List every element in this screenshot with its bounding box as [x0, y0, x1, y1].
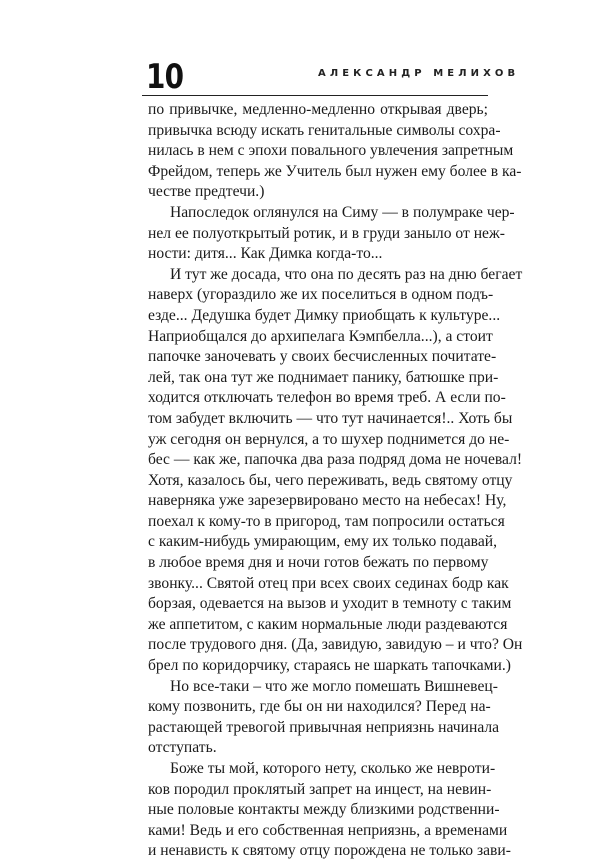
text-line: езде... Дедушка будет Димку приобщать к культуре...: [148, 306, 501, 324]
text-line: в любое время дня и ночи готов бежать по первому: [148, 554, 489, 572]
text-line: ходится отключать телефон во время треб. А если по-: [148, 389, 506, 407]
text-line: наверняка уже зарезервировано место на небесах! Ну,: [148, 492, 507, 510]
text-line: кому позвонить, где бы он ни находился? Перед на-: [148, 698, 491, 716]
text-line: ности: дитя... Как Димка когда-то...: [148, 245, 383, 263]
text-line: ками! Ведь и его собственная неприязнь, а временами: [148, 821, 508, 839]
text-line: Фрейдом, теперь же Учитель был нужен ему более в ка-: [148, 162, 522, 180]
text-line: бес — как же, папочка два раза подряд дома не ночевал!: [148, 451, 523, 469]
text-line: борзая, одевается на вызов и уходит в темноту с таким: [148, 595, 512, 613]
text-line: лей, так она тут же поднимает панику, батюшке при-: [148, 368, 499, 386]
text-line: привычка всюду искать генитальные символы сохра-: [148, 121, 501, 139]
text-line: растающей тревогой привычная неприязнь начинала: [148, 718, 500, 736]
text-line: брел по коридорчику, стараясь не шаркать тапочками.): [148, 657, 511, 675]
text-line: наверх (угораздило же их поселиться в одном подъ-: [148, 286, 494, 304]
text-line: и ненависть к святому отцу порождена не только зави-: [148, 842, 511, 860]
page-header: [0, 0, 600, 100]
text-line: Напоследок оглянулся на Симу — в полумраке чер-: [170, 203, 515, 221]
text-line: Боже ты мой, которого нету, сколько же невроти-: [170, 760, 496, 777]
text-line: же аппетитом, с каким нормальные люди раздеваются: [148, 615, 508, 633]
text-line: с каким-нибудь умирающим, ему их только подавай,: [148, 533, 498, 551]
header-rule: [142, 95, 488, 96]
text-line: по привычке, медленно-медленно открывая дверь;: [148, 101, 488, 118]
text-line: том забудет включить — что тут начинается!.. Хоть бы: [148, 409, 513, 427]
text-line: честве предтечи.): [148, 183, 265, 201]
text-line: отступать.: [148, 739, 217, 757]
text-line: папочке заночевать у своих бесчисленных почитате-: [148, 348, 497, 366]
running-head-author: АЛЕКСАНДР МЕЛИХОВ: [318, 68, 520, 79]
text-line: после трудового дня. (Да, завидую, завидую – и что? Он: [148, 636, 523, 654]
text-line: поехал к кому-то в пригород, там попросили остаться: [148, 512, 505, 530]
text-line: ков породил проклятый запрет на инцест, на невин-: [148, 780, 492, 798]
text-line: И тут же досада, что она по десять раз на дню бегает: [170, 265, 523, 283]
page-number: 10: [146, 57, 184, 97]
text-line: Но все-таки – что же могло помешать Вишневец-: [170, 677, 498, 695]
text-line: уж сегодня он вернулся, а то шухер поднимется до не-: [148, 430, 510, 448]
body-text: [148, 100, 523, 862]
text-line: Наприобщался до архипелага Кэмпбелла...), а стоит: [148, 327, 493, 345]
text-line: Хотя, казалось бы, чего переживать, ведь святому отцу: [148, 471, 513, 489]
text-line: звонку... Святой отец при всех своих сединах бодр как: [148, 574, 509, 592]
text-line: нел ее полуоткрытый ротик, и в груди заныло от неж-: [148, 224, 505, 242]
text-line: нилась в нем с эпохи повального увлечения запретным: [148, 142, 514, 160]
text-line: ные половые контакты между близкими родственни-: [148, 801, 500, 819]
